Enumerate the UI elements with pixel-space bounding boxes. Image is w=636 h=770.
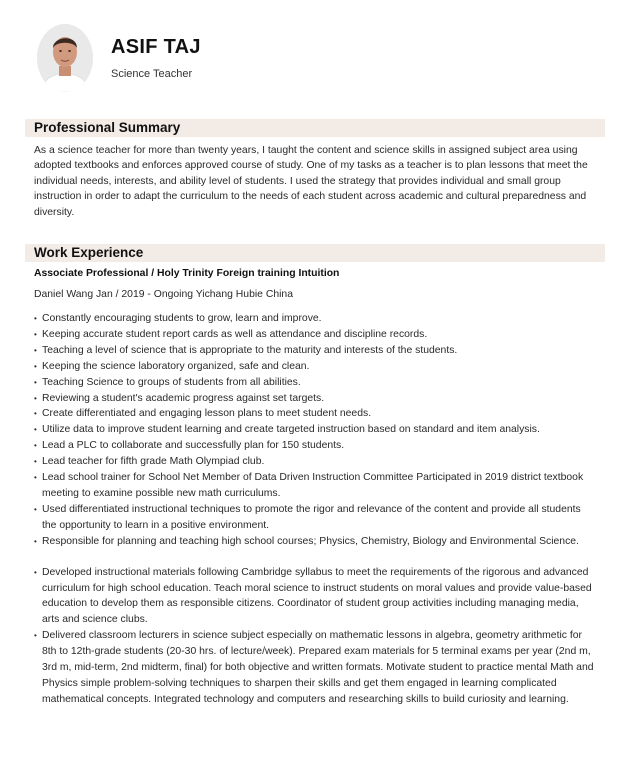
list-item: • Teaching Science to groups of students from all abilities. (34, 375, 596, 391)
list-item: • Keeping accurate student report cards as well as attendance and discipline records. (34, 327, 596, 343)
list-item: • Keeping the science laboratory organized, safe and clean. (34, 359, 596, 375)
person-role: Science Teacher (111, 68, 193, 80)
list-item: • Constantly encouraging students to grow, learn and improve. (34, 311, 596, 327)
list-item: • Lead school trainer for School Net Member of Data Driven Instruction Committee Participated in 2019 district textbook meeting to examine possible new math curriculums. (34, 470, 596, 502)
list-item: • Lead a PLC to collaborate and successfully plan for 150 students. (34, 438, 596, 454)
person-name: ASIF TAJ (111, 36, 201, 58)
experience-bullet-list (34, 311, 596, 708)
professional-summary-text: As a science teacher for more than twenty years, I taught the content and science skills in assigned subject area using adopted textbooks and enforces approved course of study. One of my tasks as a teacher is to plan lessons that meet the individual needs, interests, and ability level of students. I used the strategy that provides individual and small group instruction in order to adapt the curriculum to the needs of each student across academic and cultural preparedness and diversity. (34, 145, 588, 218)
list-item: • Responsible for planning and teaching high school courses; Physics, Chemistry, Biology and Environmental Science. (34, 534, 596, 550)
list-item: • Create differentiated and engaging lesson plans to meet student needs. (34, 406, 596, 422)
list-item: • Teaching a level of science that is appropriate to the maturity and interests of the students. (34, 343, 596, 359)
list-item: • Developed instructional materials following Cambridge syllabus to meet the requirements of the rigorous and advanced curriculum for high school education. Teach moral science to instruct students on moral values and provide value-based education to develop them as responsible citizens. Coordinator of student group activities including managing media, arts and science clubs. (34, 565, 596, 629)
job-meta: Daniel Wang Jan / 2019 - Ongoing Yichang Hubie China (34, 289, 293, 300)
list-item: • Delivered classroom lecturers in science subject especially on mathematic lessons in algebra, geometry arithmetic for 8th to 12th-grade students (20-30 hrs. of lecture/week). Prepared exam materials for 5 terminal exams per year (2nd m, 3rd m, mid-term, 2nd midterm, final) for both objective and written formats. Motivate student to practice mental Math and Physics simple problem-solving techniques to sharpen their skills and get them engaged in learning complicated mathematical concepts. Integrated technology and computers and researching skills to build curiosity and learning. (34, 628, 596, 708)
resume-header (0, 0, 636, 110)
person-photo-icon (37, 24, 93, 92)
job-title: Associate Professional / Holy Trinity Foreign training Intuition (34, 268, 340, 279)
section-heading-experience: Work Experience (25, 244, 605, 262)
list-item: • Reviewing a student's academic progress against set targets. (34, 391, 596, 407)
list-item: • Utilize data to improve student learning and create targeted instruction based on standard and item analysis. (34, 422, 596, 438)
list-item: • Used differentiated instructional techniques to promote the rigor and relevance of the content and provide all students the opportunity to learn in a positive environment. (34, 502, 596, 534)
section-heading-summary: Professional Summary (25, 119, 605, 137)
list-item: • Lead teacher for fifth grade Math Olympiad club. (34, 454, 596, 470)
